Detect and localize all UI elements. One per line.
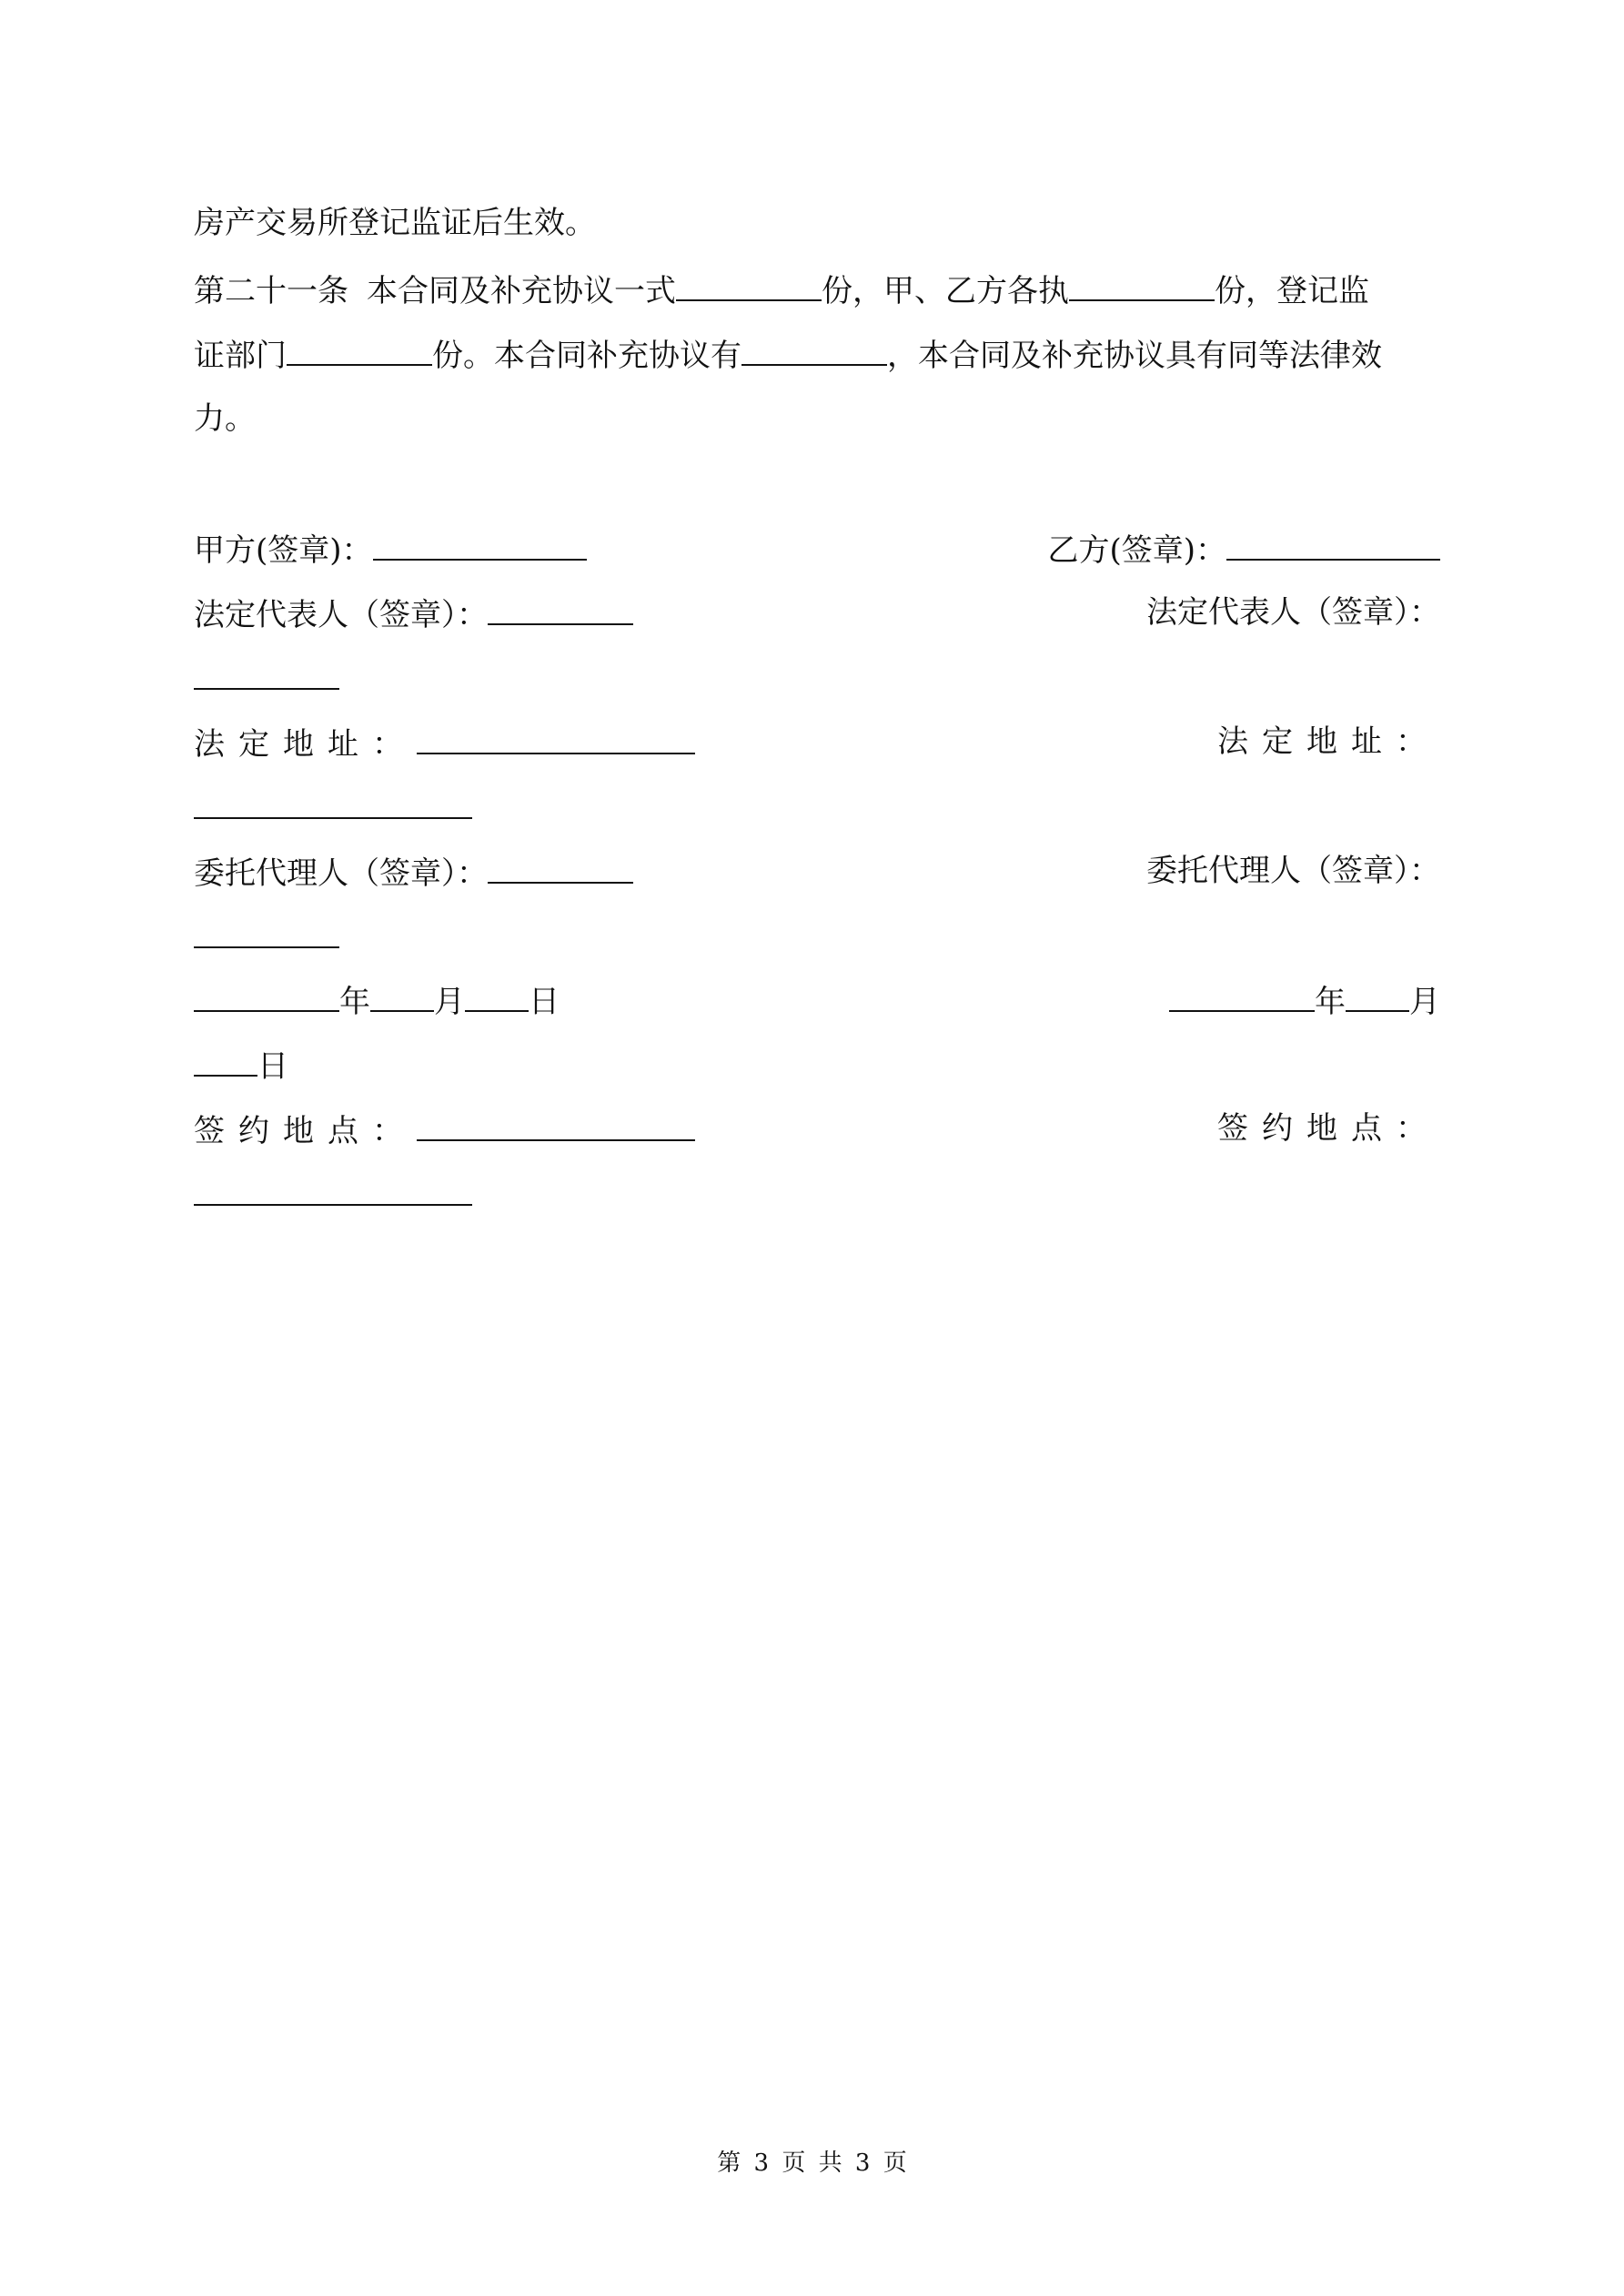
- party-b-legal-address-wrap: [194, 788, 472, 827]
- clause-21-text-6: ，本合同及补充协议具有同等法律效: [887, 338, 1382, 374]
- legal-address-row-wrap: [194, 788, 1440, 824]
- clause-21-label: 第二十一条: [194, 273, 348, 309]
- party-a-label: 甲方(签章)：: [194, 532, 373, 569]
- party-b-year-label: 年: [1315, 984, 1346, 1020]
- agent-row: [194, 853, 1440, 892]
- clause-21-line-1: [194, 270, 1440, 307]
- date-row-wrap: [194, 1046, 1440, 1085]
- copies-total-blank[interactable]: [676, 270, 822, 301]
- copies-each-blank[interactable]: [1069, 270, 1215, 301]
- party-a-date: [194, 981, 560, 1020]
- clause-21-line-3: [194, 400, 1440, 437]
- party-b-legal-rep-blank[interactable]: [194, 659, 339, 690]
- page-footer: [0, 2149, 1624, 2177]
- party-a-legal-address: [194, 723, 695, 763]
- party-a-signing-place-label: 签约地点：: [194, 1113, 417, 1149]
- party-b-signature: [1047, 530, 1440, 569]
- clause-21-line-2: [194, 335, 1440, 374]
- party-b-day-wrap: [194, 1046, 288, 1085]
- party-b-agent-label: 委托代理人（签章）：: [1146, 853, 1440, 889]
- party-b-legal-address: [1217, 723, 1440, 760]
- legal-address-row: [194, 723, 1440, 763]
- clause-21-text-7: 力。: [194, 400, 256, 437]
- party-b-month-blank[interactable]: [1346, 981, 1409, 1012]
- party-a-legal-rep-blank[interactable]: [488, 594, 633, 625]
- signing-place-row-wrap: [194, 1175, 1440, 1211]
- party-b-signing-place: [1217, 1110, 1440, 1147]
- signing-place-row: [194, 1110, 1440, 1147]
- party-a-year-blank[interactable]: [194, 981, 339, 1012]
- party-b-signature-blank[interactable]: [1226, 530, 1440, 561]
- clause-21-text-5: 份。本合同补充协议有: [432, 338, 741, 374]
- party-b-agent-blank[interactable]: [194, 917, 339, 948]
- party-b-legal-address-label: 法定地址：: [1217, 723, 1440, 760]
- party-a-agent-blank[interactable]: [488, 853, 633, 884]
- party-b-signing-place-label: 签约地点：: [1217, 1110, 1440, 1147]
- legal-rep-row-wrap: [194, 659, 1440, 695]
- party-b-legal-rep-label: 法定代表人（签章）：: [1146, 594, 1440, 631]
- party-a-legal-rep-label: 法定代表人（签章）：: [194, 597, 488, 633]
- legal-rep-row: [194, 594, 1440, 631]
- party-b-signing-place-blank[interactable]: [194, 1175, 472, 1206]
- party-b-legal-rep: [1146, 594, 1440, 631]
- party-a-day-label: 日: [529, 984, 560, 1020]
- party-b-month-label: 月: [1409, 984, 1440, 1020]
- party-a-legal-address-blank[interactable]: [417, 723, 695, 754]
- party-a-day-blank[interactable]: [465, 981, 529, 1012]
- party-a-legal-rep: [194, 594, 633, 633]
- date-row: [194, 981, 1440, 1020]
- clause-21-text-3: 份，登记监: [1215, 273, 1369, 309]
- clause-continuation-text: 房产交易所登记监证后生效。: [194, 205, 596, 241]
- supplement-blank[interactable]: [741, 335, 887, 366]
- party-b-day-blank[interactable]: [194, 1046, 257, 1077]
- clause-21-text-4: 证部门: [194, 338, 287, 374]
- clause-21-text-2: 份，甲、乙方各执: [822, 273, 1069, 309]
- copies-registry-blank[interactable]: [287, 335, 432, 366]
- party-a-signing-place: [194, 1110, 695, 1149]
- clause-continuation: [194, 205, 1440, 241]
- party-a-month-label: 月: [434, 984, 465, 1020]
- party-b-date: [1169, 981, 1440, 1020]
- party-a-signing-place-blank[interactable]: [417, 1110, 695, 1141]
- party-b-legal-rep-wrap: [194, 659, 339, 698]
- party-a-legal-address-label: 法定地址：: [194, 726, 417, 763]
- page-number: 第 3 页 共 3 页: [717, 2149, 907, 2177]
- party-b-day-label: 日: [257, 1048, 288, 1085]
- party-a-agent: [194, 853, 633, 892]
- party-a-month-blank[interactable]: [370, 981, 434, 1012]
- party-signature-row: [194, 530, 1440, 569]
- party-b-legal-address-blank[interactable]: [194, 788, 472, 819]
- party-b-agent-wrap: [194, 917, 339, 956]
- party-b-agent: [1146, 853, 1440, 889]
- party-b-label: 乙方(签章)：: [1047, 532, 1226, 569]
- party-a-signature-blank[interactable]: [373, 530, 587, 561]
- agent-row-wrap: [194, 917, 1440, 954]
- party-b-year-blank[interactable]: [1169, 981, 1315, 1012]
- party-a-signature: [194, 530, 587, 569]
- party-b-signing-place-wrap: [194, 1175, 472, 1214]
- party-a-agent-label: 委托代理人（签章）：: [194, 855, 488, 892]
- party-a-year-label: 年: [339, 984, 370, 1020]
- clause-21-text-1: 本合同及补充协议一式: [367, 273, 676, 309]
